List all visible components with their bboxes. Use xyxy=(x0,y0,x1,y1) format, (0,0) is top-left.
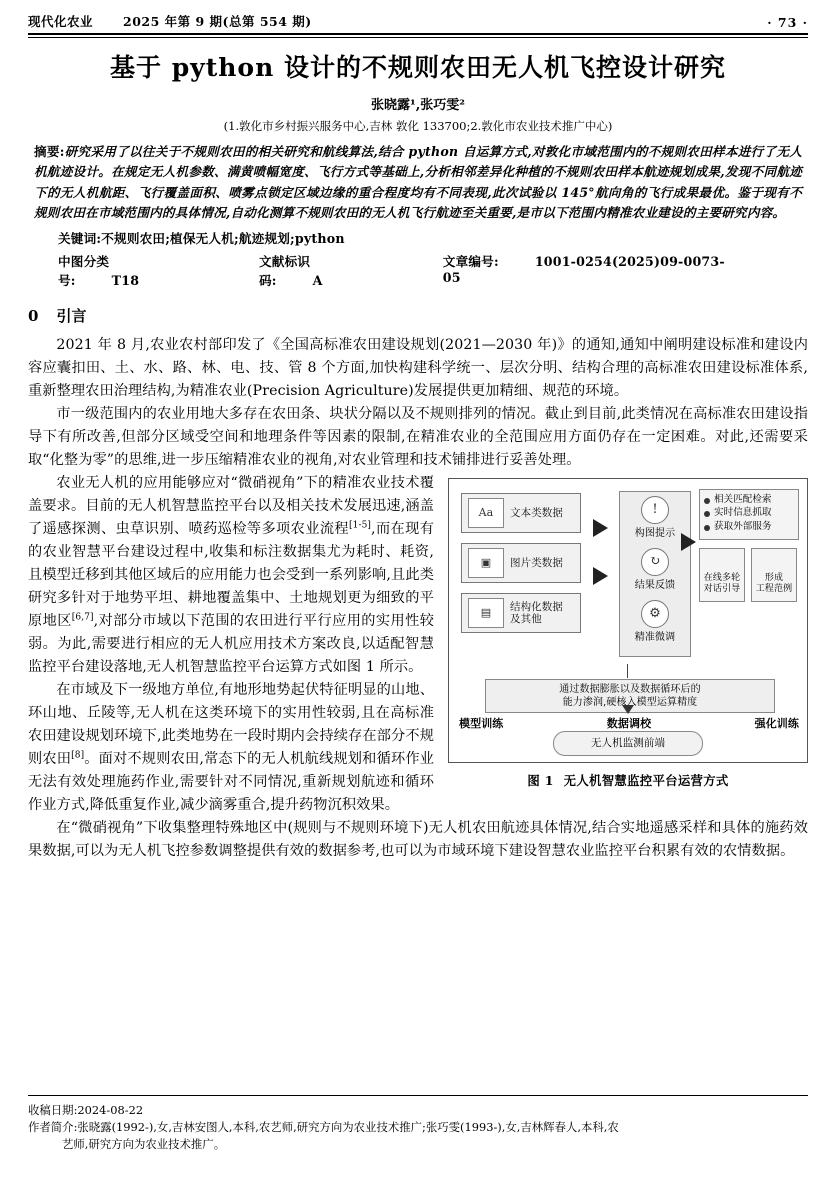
paragraph: 2021 年 8 月,农业农村部印发了《全国高标准农田建设规划(2021—2030 年)》的通知,通知中阐明建设标准和建设内容应囊扣田、土、水、路、林、电、技、管 8 个方面,加快构建科学统一、层次分明、结构合理的高标准农田建设标准体系,重新整理农田治理结构,为精准农业(Precision Agriculture)发展提供更加精细、规范的环境。 xyxy=(28,336,808,399)
abstract-label: 摘要: xyxy=(34,144,65,159)
bullet-icon xyxy=(704,498,710,504)
figure-caption-text: 无人机智慧监控平台运营方式 xyxy=(563,772,729,788)
bullet-icon xyxy=(704,511,710,517)
right-boxes xyxy=(699,548,799,602)
artid-label-text: 文章编号: xyxy=(442,253,499,269)
doc-value: A xyxy=(312,272,323,288)
figure-pill: 无人机监测前端 xyxy=(553,731,703,756)
arrow-right-icon xyxy=(681,533,696,551)
article-body xyxy=(28,334,808,863)
paragraph: 市一级范围内的农业用地大多存在农田条、块状分隔以及不规则排列的情况。截止到目前,此类情况在高标准农田建设指导下有所改善,但部分区域受空间和地理条件等因素的限制,在精准农业的全范围应用方面仍存在一定困难。对此,还需要采取“化整为零”的思维,进一步压缩精准农业的视角,对农业管理和技术铺排进行妥善处理。 xyxy=(28,405,808,468)
structured-data-icon: ▤ xyxy=(468,598,504,628)
paragraph: 在市域及下一级地方单位,有地形地势起伏特征明显的山地、环山地、丘陵等,无人机在这类环境下的实用性较弱,且在高标准农田建设规划环境下,此类地势在一段时期内会持续存在部分不规则农田[8]。面对不规则农田,常态下的无人机航线规划和循环作业无法有效处理施药作业,需要针对不同情况,重新规划航迹和循环作业方式,降低重复作业,减少滴雾重合,提升药物沉积效果。 xyxy=(28,681,434,813)
figure-arrows-left xyxy=(589,505,615,615)
list-item: 获取外部服务 xyxy=(704,521,794,534)
footer xyxy=(28,1102,810,1153)
header-rule xyxy=(28,33,808,38)
arrow-down-icon xyxy=(622,705,634,714)
bio-text: 张晓露(1992-),女,吉林安图人,本科,农艺师,研究方向为农业技术推广;张巧雯(1993-),女,吉林辉春人,本科,农 xyxy=(77,1120,619,1135)
figure-caption xyxy=(448,771,808,791)
card-image-data xyxy=(461,543,581,583)
received-label: 收稿日期: xyxy=(28,1103,78,1117)
received-value: 2024-08-22 xyxy=(77,1103,144,1117)
figure-banner: 通过数据膨胀以及数据循环后的 能力渗润,硬核入模型运算精度 xyxy=(485,679,775,713)
keywords xyxy=(58,228,808,247)
keywords-text: 不规则农田;植保无人机;航迹规划;python xyxy=(101,230,345,246)
gear-icon: ⚙ xyxy=(641,600,669,628)
stage-label: 数据调校 xyxy=(606,716,652,730)
figure-caption-label: 图 1 xyxy=(527,772,554,788)
authors-text: 张晓露¹,张巧雯² xyxy=(371,98,465,113)
dialog-box: 在线多轮 对话引导 xyxy=(699,548,745,602)
figure-image xyxy=(448,478,808,763)
process-label: 构图提示 xyxy=(634,527,676,539)
paragraph: 在“微硝视角”下收集整理特殊地区中(规则与不规则环境下)无人机农田航迹具体情况,结合实地遥感采样和具体的施药效果数据,可以为无人机飞控参数调整提供有效的数据参考,也可以为市域环境下建设智慧农业监控平台积累有效的农情数据。 xyxy=(28,819,808,859)
classification-line xyxy=(58,251,808,289)
arrow-right-icon xyxy=(593,519,608,537)
figure-stage-labels xyxy=(459,715,799,733)
doc-label xyxy=(259,251,407,289)
keywords-label: 关键词: xyxy=(58,230,102,246)
retrieval-box xyxy=(699,489,799,540)
clc-label xyxy=(58,251,223,289)
abstract xyxy=(34,142,802,224)
paragraph: 农业无人机的应用能够应对“微硝视角”下的精准农业技术覆盖要求。目前的无人机智慧监控平台以及相关技术发展迅速,涵盖了遥感探测、虫草识别、喷药巡检等多项农业流程[1-5],而在现有的农业智慧平台建设过程中,收集和标注数据集尤为耗时、耗资,且模型迁移到其他区域后的应用能力也会受到一系列影响,且此类研究多针对于地势平坦、耕地覆盖集中、土地规划更为细致的平原地区[6,7],对部分市域以下范围的农田进行平行应用的实用性较弱。为此,需要进行相应的无人机应用技术方案改良,以适配智慧监控平台建设落地,无人机智慧监控平台运算方式如图 1 所示。 xyxy=(28,474,435,675)
footer-rule xyxy=(28,1095,808,1096)
connector-line xyxy=(627,664,628,678)
stage-label: 模型训练 xyxy=(459,716,504,730)
artid-value: 1001-0254(2025)09-0073-05 xyxy=(442,253,725,285)
text-data-icon: Aa xyxy=(468,498,504,528)
exclamation-icon: ! xyxy=(641,496,669,524)
page-title: 基于 python 设计的不规则农田无人机飞控设计研究 xyxy=(110,53,726,82)
section-number: 0 xyxy=(28,306,39,325)
received-date xyxy=(28,1102,810,1119)
page-number: · 73 · xyxy=(767,15,808,30)
section-heading xyxy=(28,305,808,326)
card-label: 结构化数据 及其他 xyxy=(510,600,563,625)
clc-value: T18 xyxy=(111,272,140,288)
clc-label-text: 中图分类号: xyxy=(58,253,110,288)
card-structured-data xyxy=(461,593,581,633)
process-tuning xyxy=(622,600,688,646)
author-bio-cont: 艺师,研究方向为农业技术推广。 xyxy=(62,1137,226,1152)
bullet-icon xyxy=(704,525,710,531)
journal-name: 现代化农业 xyxy=(28,14,94,29)
artid-label xyxy=(443,251,772,289)
image-data-icon: ▣ xyxy=(468,548,504,578)
card-label: 文本类数据 xyxy=(510,506,563,519)
card-text-data xyxy=(461,493,581,533)
affiliation: (1.敦化市乡村振兴服务中心,吉林 敦化 133700;2.敦化市农业技术推广中心) xyxy=(223,119,613,133)
process-label: 结果反馈 xyxy=(634,579,676,591)
refresh-icon: ↻ xyxy=(641,548,669,576)
list-item: 相关匹配检索 xyxy=(704,494,794,507)
bio-label: 作者简介: xyxy=(28,1120,78,1135)
figure-right-column xyxy=(699,489,799,602)
arrow-right-icon xyxy=(593,567,608,585)
card-label: 图片类数据 xyxy=(510,556,563,569)
section-title: 引言 xyxy=(56,306,87,325)
doc-label-text: 文献标识码: xyxy=(258,253,311,288)
running-head xyxy=(28,12,808,33)
list-item: 实时信息抓取 xyxy=(704,507,794,520)
figure-data-cards xyxy=(461,493,581,643)
abstract-text: 研究采用了以往关于不规则农田的相关研究和航线算法,结合 python 自运算方式,对敦化市域范围内的不规则农田样本进行了无人机航迹设计。在规定无人机参数、满黄喷幅宽度、飞行方式等基础上,分析相邻差异化种植的不规则农田样本航迹规划成果,发现不同航迹下的无人机航距、飞行覆盖面积、喷雾点锁定区域边缘的重合程度均有不同表现,此次试验以 145°航向角的飞行成果最优。鉴于现有不规则农田在市域范围内的具体情况,自动化测算不规则农田的无人机飞行航迹至关重要,是市以下范围内精准农业建设的主要研究内容。 xyxy=(34,144,802,221)
template-box: 形成 工程范例 xyxy=(751,548,797,602)
authors xyxy=(28,94,808,113)
figure-1 xyxy=(448,478,808,791)
issue-info: 2025 年第 9 期(总第 554 期) xyxy=(123,14,312,29)
stage-label: 强化训练 xyxy=(754,716,799,730)
author-bio xyxy=(28,1119,810,1136)
process-label: 精准微调 xyxy=(634,631,676,643)
